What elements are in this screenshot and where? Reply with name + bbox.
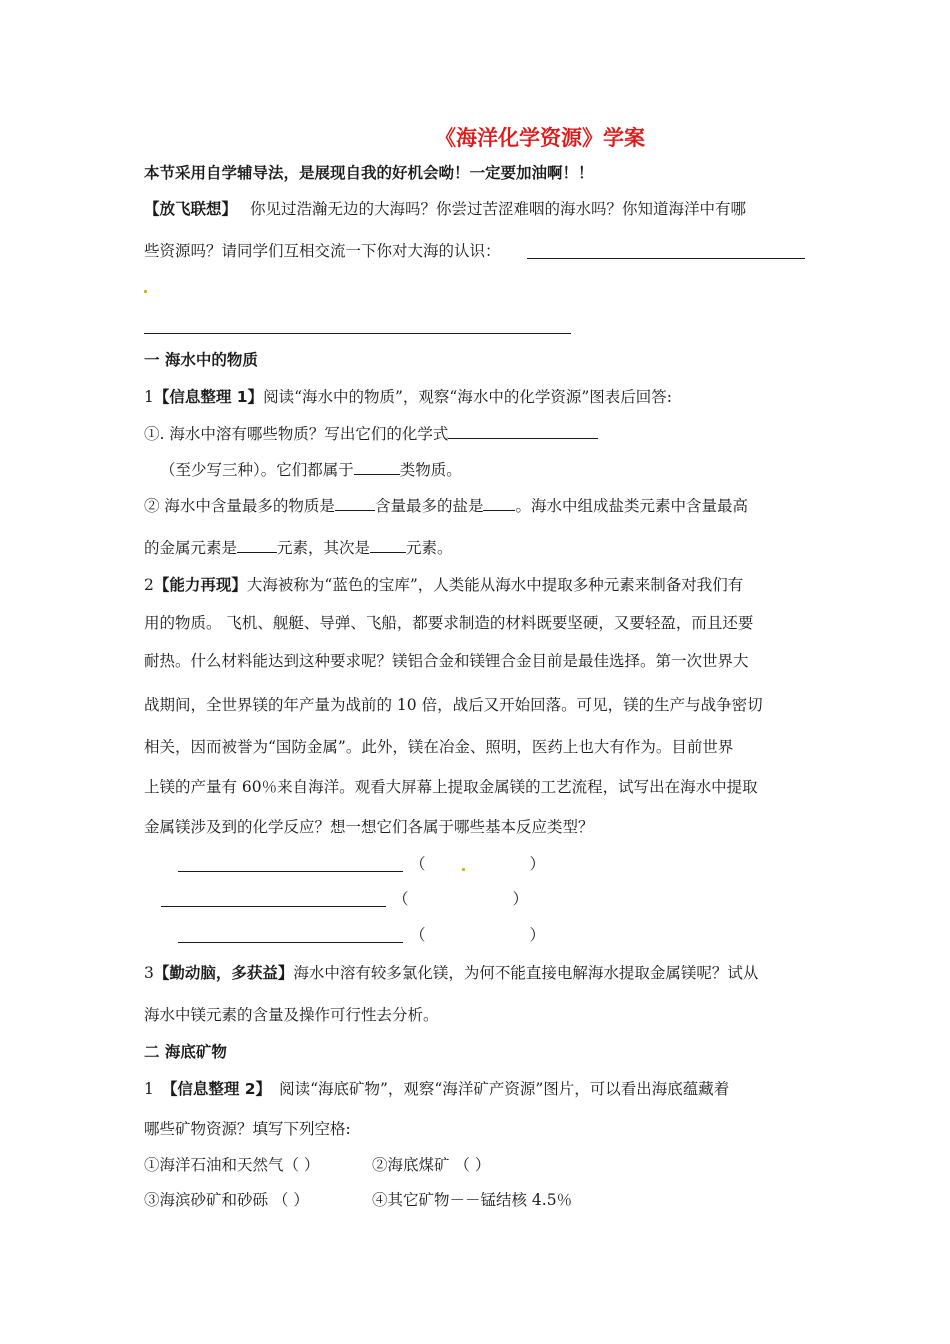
q1-b-text3: 。海水中组成盐类元素中含量最高 [515, 497, 748, 515]
q1-tag: 【信息整理 1】 [153, 388, 264, 406]
speck-mark [462, 868, 465, 871]
q2-line1: 用的物质。 飞机、舰艇、导弹、飞船，都要求制造的材料既要坚硬，又要轻盈，而且还要 [144, 614, 754, 632]
answer-blank-1[interactable] [527, 258, 805, 259]
s2-q1-line1 [144, 1078, 729, 1100]
paren-close: ） [529, 926, 546, 944]
q1-b-text1: ② 海水中含量最多的物质是 [144, 497, 335, 515]
q1-number: 1 [144, 388, 154, 406]
q3-number: 3 [144, 964, 154, 982]
q1-b-text5: 元素，其次是 [277, 539, 371, 557]
q1-a-line2 [160, 458, 462, 481]
s2-q1-text1: 阅读“海底矿物”，观察“海洋矿产资源”图片，可以看出海底蕴藏着 [279, 1080, 730, 1098]
intro-text: 本节采用自学辅导法，是展现自我的好机会呦！一定要加油啊！！ [144, 164, 594, 182]
s2-q1-line2: 哪些矿物资源？填写下列空格: [144, 1120, 351, 1138]
mineral-item-3: ③海滨砂矿和砂砾 （ ） [144, 1191, 309, 1209]
q2-line0 [144, 574, 743, 596]
q1-b-line1 [144, 494, 748, 517]
reaction-type-1[interactable] [410, 853, 545, 875]
s2-q1-number: 1 [144, 1080, 154, 1098]
section0-line1 [144, 198, 746, 220]
q2-number: 2 [144, 576, 154, 594]
q1-b-text2: 含量最多的盐是 [374, 497, 484, 515]
paren-close: ） [512, 890, 529, 908]
q2-line5: 上镁的产量有 60％来自海洋。观看大屏幕上提取金属镁的工艺流程，试写出在海水中提取 [144, 778, 758, 796]
second-element-blank[interactable] [370, 536, 406, 553]
paren-open: （ [393, 890, 409, 908]
q3-line1 [144, 962, 758, 984]
reaction-blank-1[interactable] [178, 871, 403, 872]
q2-tag: 【能力再现】 [153, 576, 247, 594]
paren-open: （ [410, 855, 426, 873]
q1-a-text2: （至少写三种）。它们都属于 [160, 461, 354, 479]
most-salt-blank[interactable] [483, 494, 515, 511]
q1-a-text3: 类物质。 [399, 461, 462, 479]
reaction-type-3[interactable] [410, 924, 545, 946]
reaction-blank-3[interactable] [178, 942, 403, 943]
section0-text1: 你见过浩瀚无边的大海吗？你尝过苦涩难咽的海水吗？你知道海洋中有哪 [249, 200, 746, 218]
q1-a-text: ①. 海水中溶有哪些物质？写出它们的化学式 [144, 425, 449, 443]
s2-q1-tag: 【信息整理 2】 [161, 1080, 272, 1098]
q1-text: 阅读“海水中的物质”，观察“海水中的化学资源”图表后回答: [263, 388, 672, 406]
category-blank[interactable] [354, 458, 400, 475]
document-title: 《海洋化学资源》学案 [435, 126, 645, 150]
mineral-item-1: ①海洋石油和天然气（ ） [144, 1156, 320, 1174]
section0-text2: 些资源吗？请同学们互相交流一下你对大海的认识： [144, 242, 501, 260]
q3-text1: 海水中溶有较多氯化镁，为何不能直接电解海水提取金属镁呢？试从 [293, 964, 759, 982]
q1-b-text4: 的金属元素是 [144, 539, 238, 557]
paren-close: ） [529, 855, 546, 873]
q2-text-0: 大海被称为“蓝色的宝库”，人类能从海水中提取多种元素来制备对我们有 [246, 576, 744, 594]
paren-open: （ [410, 926, 426, 944]
metal-element-blank[interactable] [237, 536, 277, 553]
reaction-blank-2[interactable] [161, 906, 386, 907]
q3-line2: 海水中镁元素的含量及操作可行性去分析。 [144, 1006, 439, 1024]
section1-heading: 一 海水中的物质 [144, 351, 258, 369]
q1-a-line1 [144, 422, 598, 445]
section0-heading: 【放飞联想】 [144, 200, 238, 218]
most-substance-blank[interactable] [335, 494, 375, 511]
mineral-item-2: ②海底煤矿 （ ） [372, 1156, 491, 1174]
q2-line2: 耐热。什么材料能达到这种要求呢？镁铝合金和镁锂合金目前是最佳选择。第一次世界大 [144, 652, 749, 670]
mineral-item-4: ④其它矿物－－锰结核 4.5％ [372, 1191, 573, 1209]
q1-line [144, 386, 672, 408]
q3-tag: 【勤动脑，多获益】 [153, 964, 294, 982]
speck-mark [144, 290, 147, 293]
q2-line6: 金属镁涉及到的化学反应？想一想它们各属于哪些基本反应类型？ [144, 818, 594, 836]
q1-b-text6: 元素。 [406, 539, 453, 557]
q2-line4: 相关，因而被誉为“国防金属”。此外，镁在冶金、照明，医药上也大有作为。目前世界 [144, 738, 734, 756]
section0-line2 [144, 240, 501, 262]
q2-line3: 战期间，全世界镁的年产量为战前的 10 倍，战后又开始回落。可见，镁的生产与战争密切 [144, 696, 763, 714]
q1-b-line2 [144, 536, 453, 559]
answer-blank-2[interactable] [144, 333, 571, 334]
formula-blank[interactable] [448, 422, 598, 439]
section2-heading: 二 海底矿物 [144, 1043, 227, 1061]
reaction-type-2[interactable] [393, 888, 528, 910]
